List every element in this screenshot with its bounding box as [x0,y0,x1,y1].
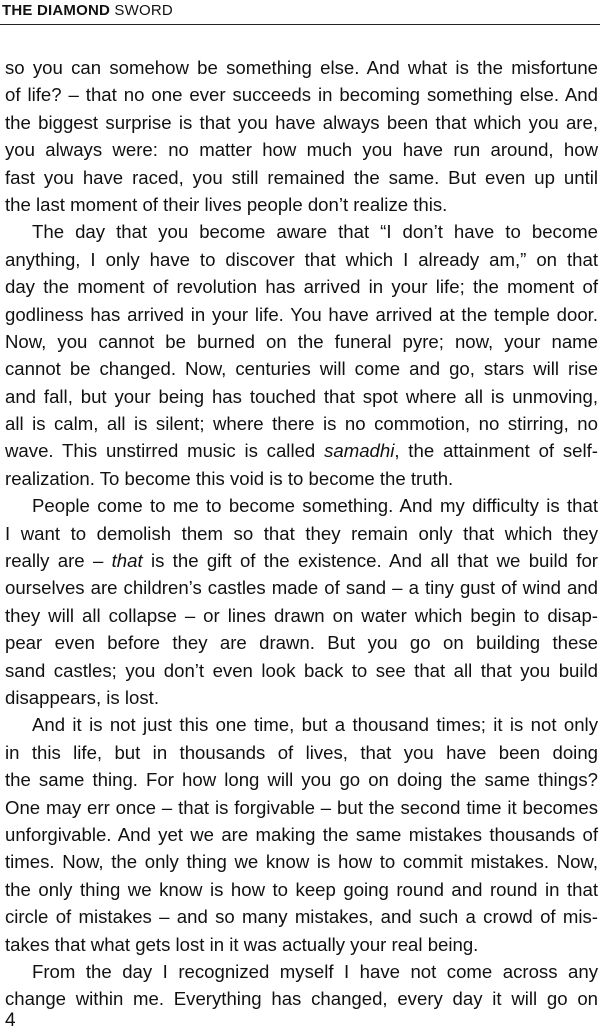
text-line: in this life, but in thousands of lives, that you have been doing [5,741,598,763]
text-line: times. Now, the only thing we know is how to commit mistakes. Now, [5,851,598,873]
text-line: circle of mistakes – and so many mistakes, and such a crowd of mis- [5,906,598,928]
text-line: all is calm, all is silent; where there is no commotion, no stirring, no [5,413,598,435]
text-line: change within me. Everything has changed, every day it will go on [5,988,598,1010]
text-line: godliness has arrived in your life. You have arrived at the temple door. [5,303,598,325]
text-line: ourselves are children’s castles made of sand – a tiny gust of wind and [5,577,598,599]
header-title-rest: SWORD [114,2,173,19]
text-line: so you can somehow be something else. And what is the misfortune [5,57,598,78]
text-line: and fall, but your being has touched that spot where all is unmoving, [5,385,598,407]
text-line: Now, you cannot be burned on the funeral pyre; now, your name [5,330,598,352]
text-line: And it is not just this one time, but a thousand times; it is not only [32,714,598,736]
text-line: anything, I only have to discover that which I already am,” on that [5,248,598,270]
text-line: People come to me to become something. And my difficulty is that [32,495,598,517]
text-line: sand castles; you don’t even look back to see that all that you build [5,659,598,681]
text-line: From the day I recognized myself I have not come across any [32,960,598,982]
text-line: the biggest surprise is that you have always been that which you are, [5,111,598,133]
text-line: disappears, is lost. [5,686,159,708]
body-text [5,54,598,1013]
text-line: the only thing we know is how to keep going round and round in that [5,878,598,900]
text-line: wave. This unstirred music is called samadhi, the attainment of self- [5,440,599,462]
header-rule [0,24,600,25]
text-line: the last moment of their lives people don’t realize this. [5,193,448,215]
text-line: cannot be changed. Now, centuries will come and go, stars will rise [5,358,598,380]
page-number: 4 [5,1010,16,1031]
text-line: you always were: no matter how much you have run around, how [5,139,598,161]
text-line: takes that what gets lost in it was actually your real being. [5,933,479,955]
text-line: I want to demolish them so that they remain only that which they [5,522,598,544]
text-line: realization. To become this void is to become the truth. [5,467,454,489]
text-line: really are – that is the gift of the existence. And all that we build for [5,550,598,572]
text-line: One may err once – that is forgivable – but the second time it becomes [5,796,598,818]
header-title-bold: THE DIAMOND [2,2,111,19]
running-header [2,2,173,20]
text-line: The day that you become aware that “I don’t have to become [32,221,598,243]
text-line: pear even before they are drawn. But you go on building these [5,632,598,654]
text-line: day the moment of revolution has arrived in your life; the moment of [5,276,598,298]
text-line: fast you have raced, you still remained the same. But even up until [5,166,598,188]
text-line: unforgivable. And yet we are making the same mistakes thousands of [5,823,598,845]
text-line: they will all collapse – or lines drawn on water which begin to disap- [5,604,598,626]
text-line: the same thing. For how long will you go on doing the same things? [5,769,598,791]
text-line: of life? – that no one ever succeeds in becoming something else. And [5,84,598,106]
